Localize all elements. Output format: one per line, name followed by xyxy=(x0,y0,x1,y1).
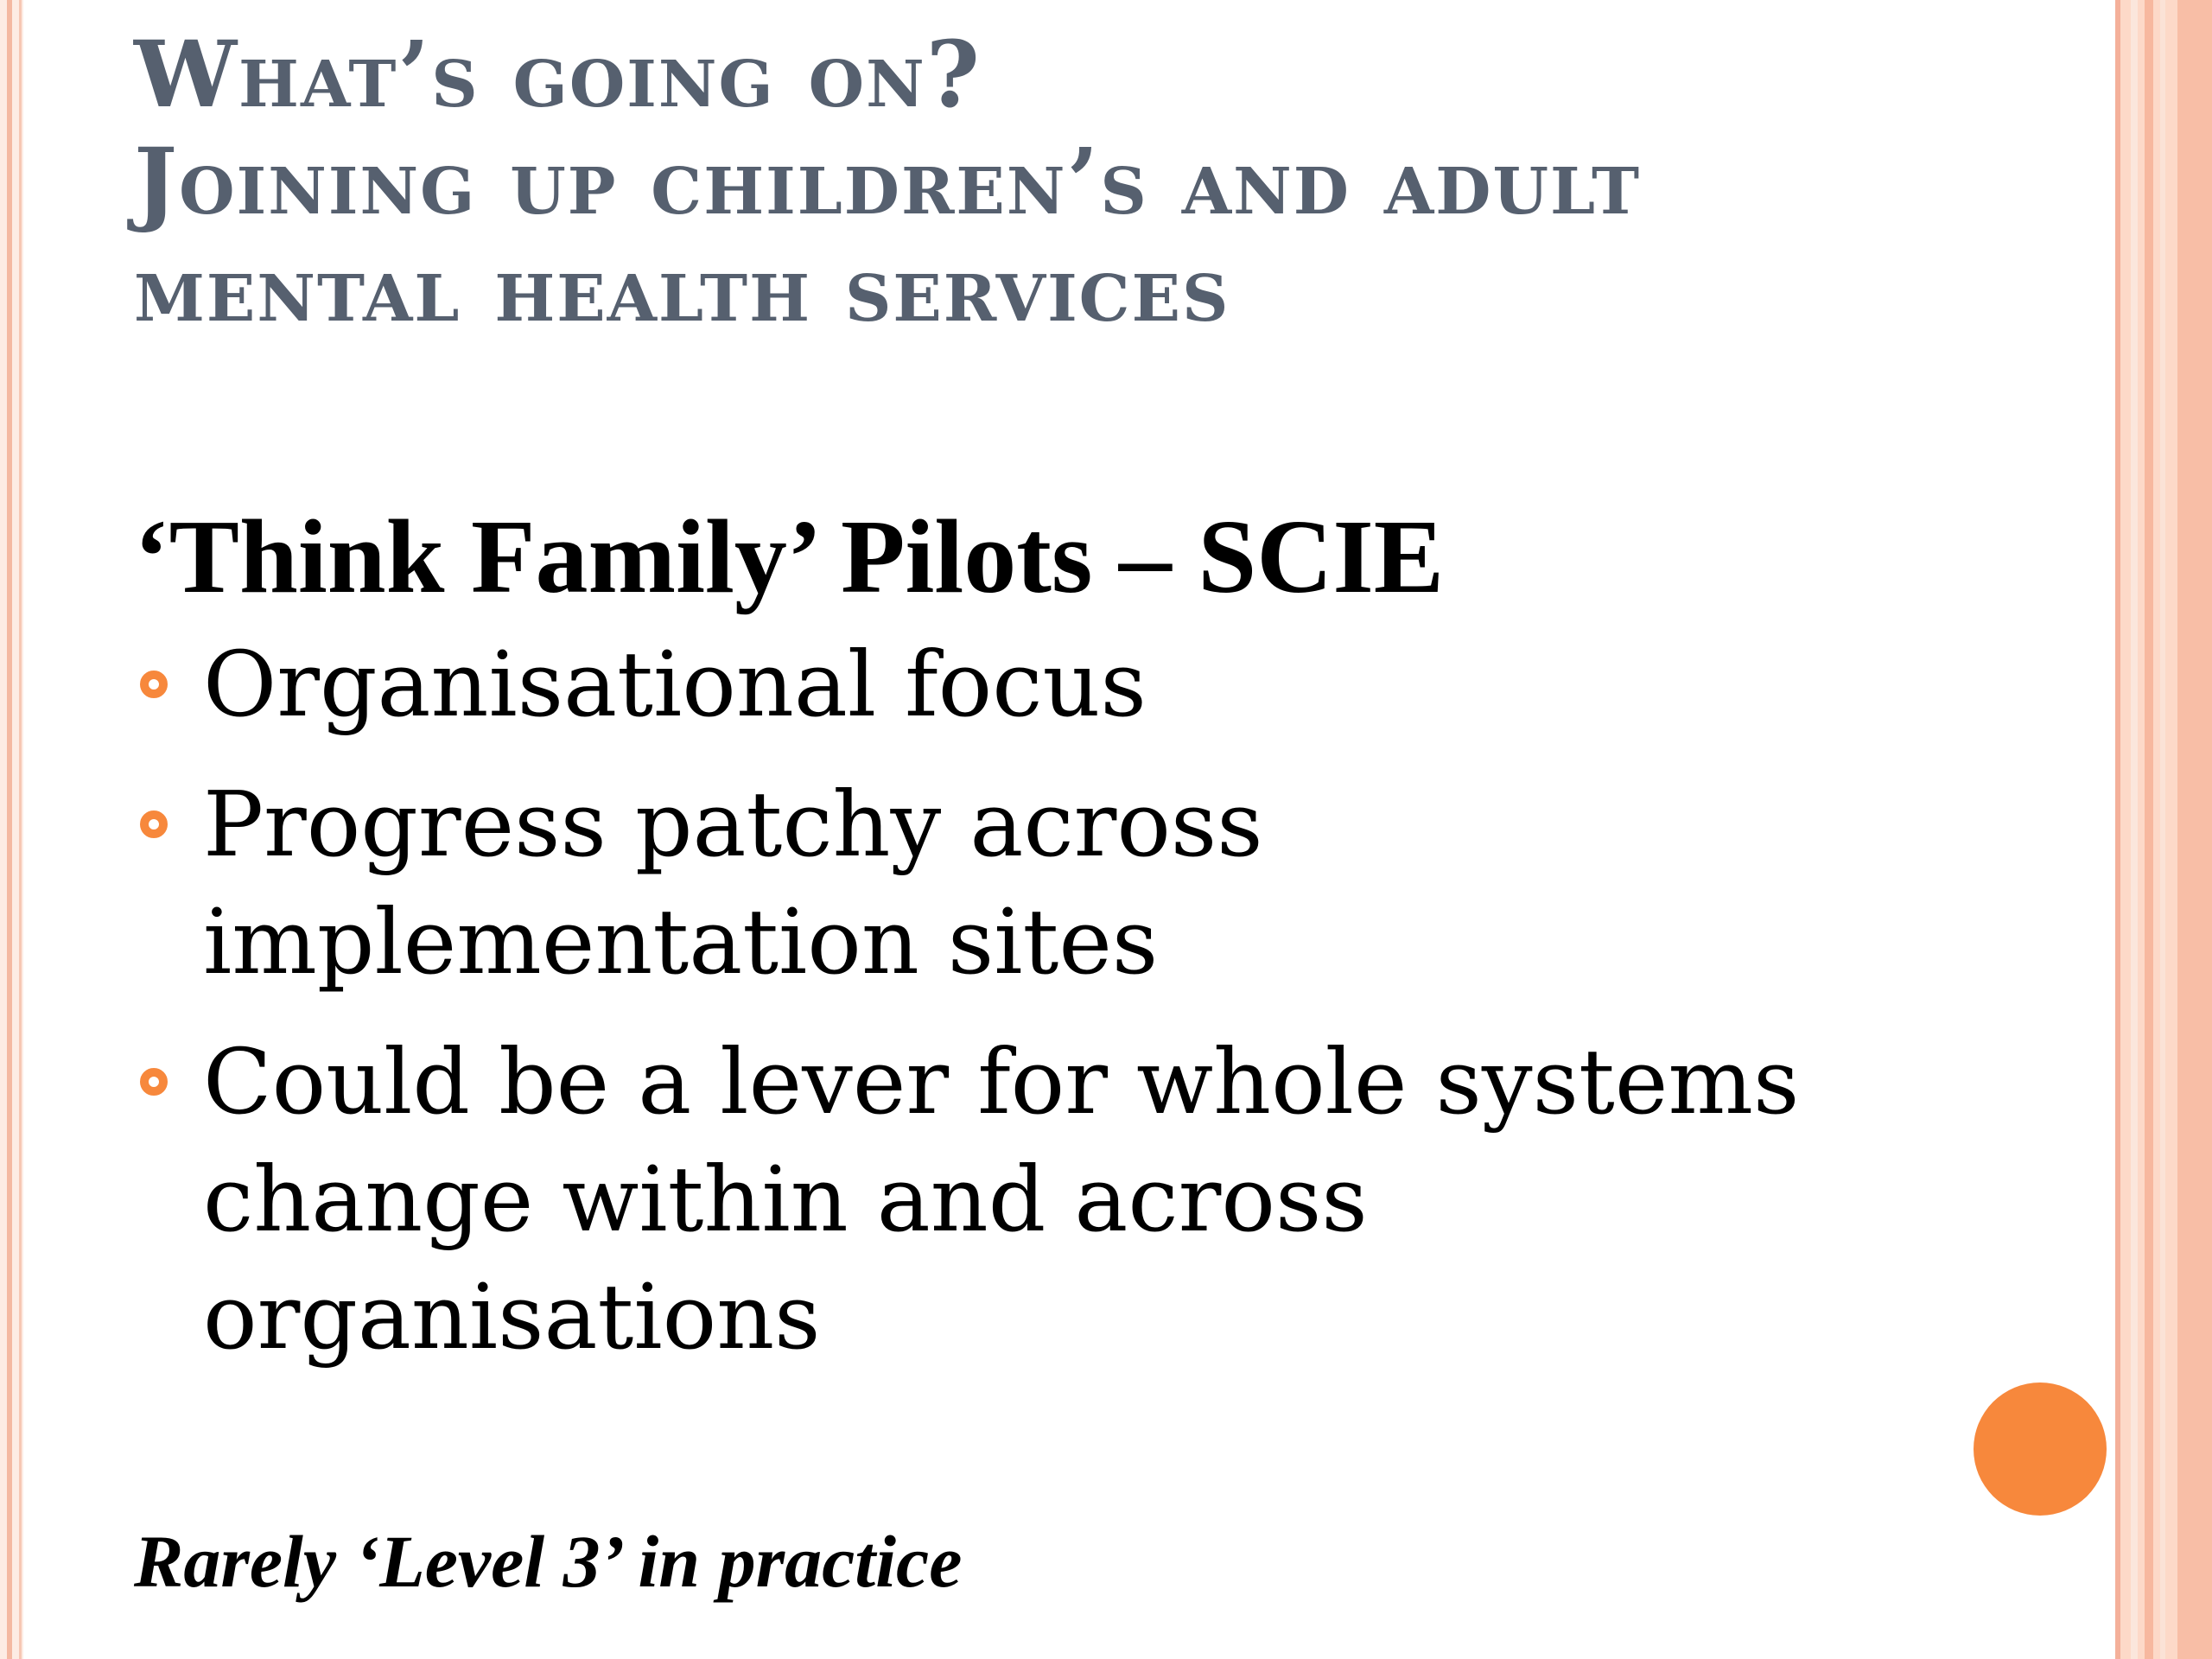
slide-body xyxy=(134,493,2078,1398)
section-heading: ‘Think Family’ Pilots – SCIE xyxy=(134,499,1445,615)
footer-note: Rarely ‘Level 3’ in practice xyxy=(134,1520,963,1603)
bullet-text: Progress patchy across implementation sites xyxy=(203,772,1263,995)
left-border-line-inner xyxy=(19,0,22,1659)
bullet-item xyxy=(134,626,2078,743)
slide-title xyxy=(134,21,2035,342)
right-border-line-b xyxy=(2131,0,2138,1659)
orange-circle-icon xyxy=(1974,1382,2107,1516)
right-border-line-e xyxy=(2177,0,2212,1659)
title-line: Joining up children’s and adult xyxy=(134,127,1642,235)
bullet-text: Could be a lever for whole systems change within and across organisations xyxy=(203,1029,1800,1370)
ring-bullet-icon xyxy=(140,1068,168,1096)
left-border-line xyxy=(7,0,12,1659)
ring-bullet-icon xyxy=(140,671,168,698)
title-line: mental health services xyxy=(134,234,1230,342)
right-border-line-d xyxy=(2160,0,2165,1659)
right-border-line-a xyxy=(2115,0,2120,1659)
ring-bullet-icon xyxy=(140,810,168,838)
title-line: What’s going on? xyxy=(134,20,982,128)
bullet-item xyxy=(134,766,1361,1001)
bullet-text: Organisational focus xyxy=(203,632,1147,737)
right-border-line-c xyxy=(2145,0,2153,1659)
bullet-item xyxy=(134,1023,1914,1376)
bullet-list xyxy=(134,626,2078,1376)
